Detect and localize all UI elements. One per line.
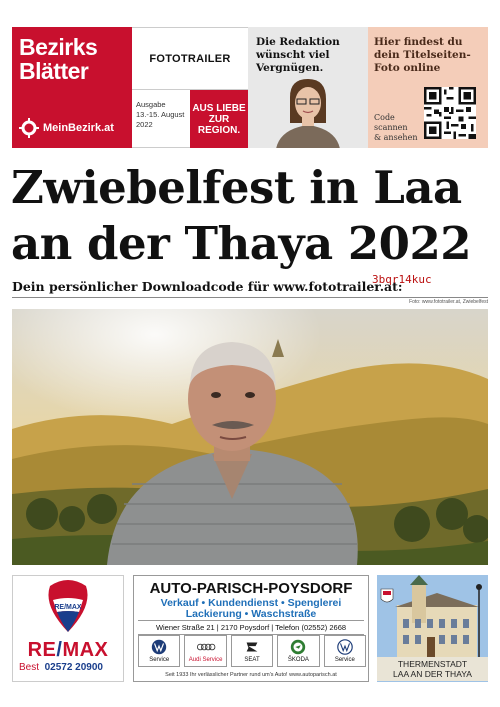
town-label-line-1: THERMENSTADT	[397, 659, 468, 669]
scan-line-3: & ansehen	[374, 133, 418, 142]
cover-line-2: dein Titelseiten-	[374, 49, 471, 61]
meinbezirk-logo-icon	[19, 118, 39, 138]
brand-label-vw: Service	[149, 657, 170, 663]
remax-phone[interactable]: 02572 20900	[44, 662, 103, 673]
auto-parisch-ad[interactable]	[133, 575, 369, 682]
vw-commercial-logo	[324, 635, 366, 667]
town-hall-image	[377, 575, 488, 659]
remax-name-left: RE	[27, 639, 57, 661]
brand-label-skoda: ŠKODA	[287, 657, 309, 663]
photo-credit: Foto: www.fototrailer.at, Zwiebelfest	[409, 299, 488, 305]
remax-name-right: MAX	[62, 639, 109, 661]
download-code-label: Dein persönlicher Downloadcode für www.fototrailer.at:	[12, 279, 403, 294]
remax-name	[13, 639, 123, 662]
skoda-icon	[288, 638, 308, 656]
brand-line-2: Blätter	[19, 58, 89, 84]
issue-info	[136, 100, 184, 130]
issue-year: 2022	[136, 120, 153, 129]
vw-icon	[149, 638, 169, 656]
headline	[11, 160, 491, 272]
coat-of-arms-icon	[381, 589, 393, 602]
editor-message	[256, 36, 340, 75]
audi-rings-icon	[196, 638, 216, 656]
scan-line-2: scannen	[374, 123, 408, 132]
scan-line-1: Code	[374, 113, 395, 122]
editor-line-1: Die Redaktion	[256, 36, 340, 48]
editor-block	[248, 27, 368, 148]
cover-line-1: Hier findest du	[374, 36, 463, 48]
seat-logo	[231, 635, 273, 667]
editor-portrait	[266, 77, 350, 148]
brand-site	[19, 118, 114, 138]
auto-services-line-1: Verkauf • Kundendienst • Spenglerei	[160, 597, 342, 609]
slogan-line-1: AUS LIEBE	[192, 102, 246, 114]
audi-service-logo	[184, 635, 226, 667]
brand-logo-text	[19, 35, 97, 83]
cover-line-3: Foto online	[374, 62, 441, 74]
slogan-line-2: ZUR	[208, 113, 230, 125]
balloon-badge-text: RE/MAX	[54, 604, 82, 611]
headline-line-2: an der Thaya 2022	[11, 217, 472, 270]
issue-block	[132, 27, 248, 148]
scan-hint	[374, 113, 417, 143]
slogan-badge	[190, 90, 248, 148]
qr-code-icon[interactable]	[424, 87, 476, 139]
masthead	[12, 27, 488, 148]
divider	[12, 297, 488, 298]
brand-site-label: MeinBezirk.at	[43, 122, 114, 134]
auto-address: Wiener Straße 21 | 2170 Poysdorf | Telefon (02552) 2668	[138, 620, 364, 635]
cover-photo-block	[368, 27, 488, 148]
brand-label-vw-nfz: Service	[334, 657, 355, 663]
auto-ad-title: AUTO-PARISCH-POYSDORF	[149, 580, 353, 597]
remax-office: Best	[19, 662, 40, 673]
town-ad[interactable]	[377, 575, 488, 682]
remax-name-slash: /	[56, 639, 63, 661]
vw-service-logo	[138, 635, 180, 667]
brand-label-audi: Audi Service	[188, 657, 223, 663]
auto-services-line-2: Lackierung • Waschstraße	[185, 608, 317, 620]
editor-line-2: wünscht viel	[256, 49, 330, 61]
balloon-logo-icon	[13, 576, 123, 636]
auto-ad-footer: Seit 1933 Ihr verlässlicher Partner rund um's Auto! www.autoparisch.at	[165, 672, 337, 678]
download-code[interactable]: 3bqr14kuc	[372, 273, 432, 286]
remax-ad[interactable]	[12, 575, 124, 682]
brand-label-seat: SEAT	[244, 657, 260, 663]
town-label-line-2: LAA AN DER THAYA	[393, 669, 472, 679]
seat-icon	[242, 638, 262, 656]
brand-block	[12, 27, 132, 148]
vw-commercial-icon	[335, 638, 355, 656]
section-label: FOTOTRAILER	[132, 28, 248, 90]
editor-line-3: Vergnügen.	[256, 62, 324, 74]
issue-dates: 13.-15. August	[136, 110, 185, 119]
cover-message	[374, 36, 471, 75]
remax-contact	[19, 662, 103, 673]
headline-line-1: Zwiebelfest in Laa	[11, 161, 462, 214]
brand-logos	[138, 635, 366, 667]
skoda-logo	[277, 635, 319, 667]
event-photo[interactable]	[12, 309, 488, 565]
brand-line-1: Bezirks	[19, 34, 98, 60]
town-label	[377, 657, 488, 681]
issue-label: Ausgabe	[136, 100, 166, 109]
slogan-line-3: REGION.	[197, 124, 241, 136]
